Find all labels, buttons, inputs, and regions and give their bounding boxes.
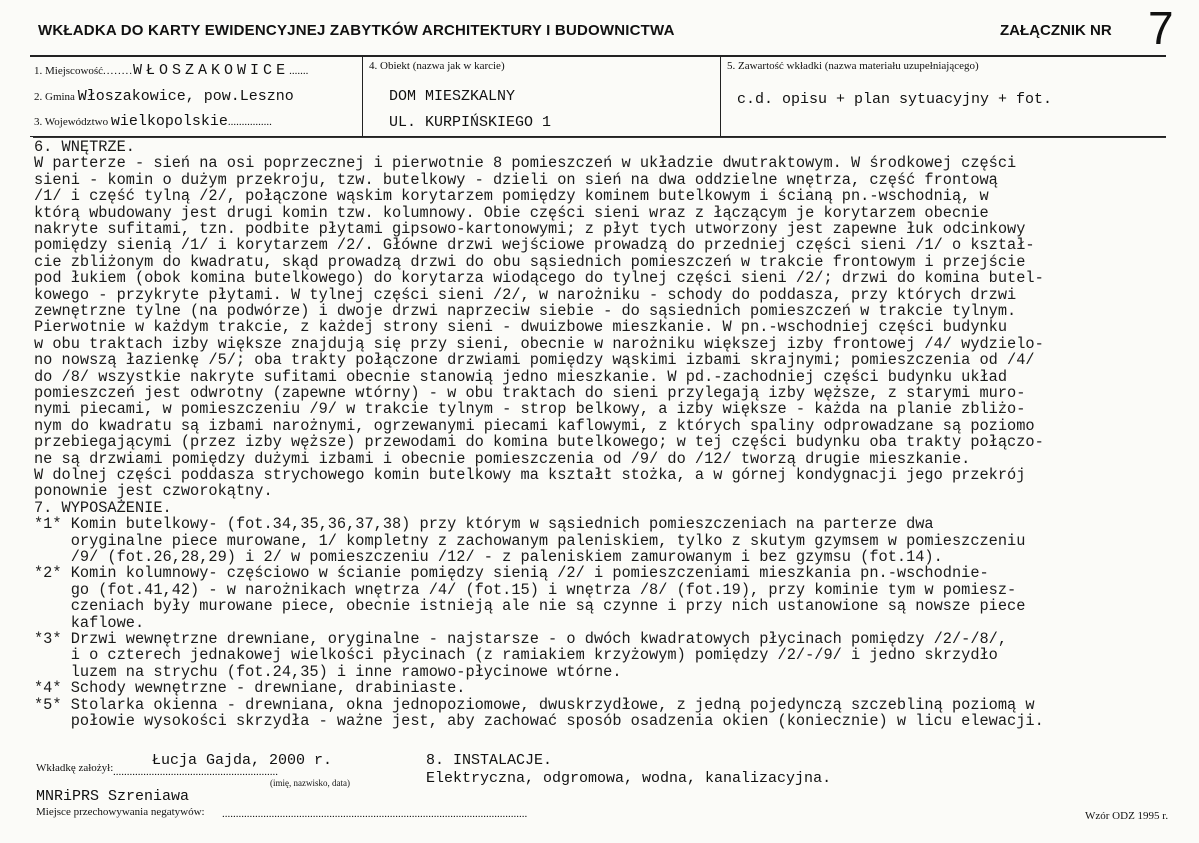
annex-number: 7 <box>1148 2 1174 54</box>
miejscowosc-value: WŁOSZAKOWICE <box>133 62 290 79</box>
gmina-value: Włoszakowice, pow.Leszno <box>77 88 294 105</box>
zalozyl-value: Łucja Gajda, 2000 r. <box>152 752 333 769</box>
body-line: /9/ (fot.26,28,29) i 2/ w pomieszczeniu /12/ - z paleniskiem zamurowanym i bez gzymsu (fot.14). <box>34 548 943 566</box>
form-title: WKŁADKA DO KARTY EWIDENCYJNEJ ZABYTKÓW ARCHITEKTURY I BUDOWNICTWA <box>38 22 675 39</box>
body-line: *3* Drzwi wewnętrzne drewniane, oryginalne - najstarsze - o dwóch kwadratowych płycinach pomiędzy /2/-/8/, <box>34 630 1008 648</box>
body-line: połowie wysokości skrzydła - ważne jest, aby zachować sposób osadzenia okien (koniecznie) w licu elewacji. <box>34 712 1044 730</box>
zawartosc-label: 5. Zawartość wkładki (nazwa materiału uzupełniającego) <box>727 60 979 72</box>
gmina-row <box>34 88 294 105</box>
body-line: ne są drzwiami pomiędzy dużymi izbami i obecnie pomieszczenia od /9/ do /12/ tworzą drugie mieszkanie. <box>34 449 971 468</box>
instalacje-value: Elektryczna, odgromowa, wodna, kanalizacyjna. <box>426 770 832 787</box>
body-line: nymi piecami, w pomieszczeniu /9/ w trakcie tylnym - strop belkowy, a izby większe - każda na planie zbliżo- <box>34 400 1026 419</box>
body-line: oryginalne piece murowane, 1/ kompletny z zachowanym paleniskiem, tylko z skutym gzymsem w pomieszczeniu <box>34 531 1026 550</box>
section-divider <box>33 137 1166 138</box>
zalozyl-label: Wkładkę założył: <box>36 762 114 774</box>
body-line: pod łukiem (obok komina butelkowego) do korytarza wiodącego do tylnej części sieni /2/; drzwi do komina butel- <box>34 269 1044 288</box>
body-line: pomiędzy sienią /1/ i korytarzem /2/. Główne drzwi wejściowe prowadzą do przedniej części sieni /1/ o kształ- <box>34 236 1035 255</box>
body-line: czeniach były murowane piece, obecnie istnieją ale nie są czynne i przy nich ustanowione są nowsze piece <box>34 597 1026 616</box>
body-line: pomieszczeń jest odwrotny (zapewne wtórny) - w obu traktach do sieni przylegają izby węższe, z starymi muro- <box>34 384 1026 402</box>
body-line: w obu traktach izby większe znajdują się przy sieni, obecnie w narożniku większej izby frontowej /4/ wydzielo- <box>34 334 1044 353</box>
obiekt-label: 4. Obiekt (nazwa jak w karcie) <box>369 60 505 72</box>
miejscowosc-row: 1. Miejscowość........WŁOSZAKOWICE....... <box>34 62 309 79</box>
gmina-label: 2. Gmina <box>34 91 75 103</box>
instalacje-heading: 8. INSTALACJE. <box>426 752 553 769</box>
body-line: kowego - przykryte płytami. W tylnej części sieni /2/, w narożniku - schody do poddasza, przy których drzwi <box>34 285 1017 304</box>
body-line: cie zbliżonym do kwadratu, skąd prowadzą drzwi do obu sąsiednich pomieszczeń w trakcie frontowym i przejście <box>34 252 1026 271</box>
contents-box <box>720 55 1166 137</box>
body-line: *5* Stolarka okienna - drewniana, okna jednopoziomowe, dwuskrzydłowe, z jedną pojedynczą szczebliną poziomą w <box>34 695 1035 714</box>
body-line: którą wbudowany jest drugi komin tzw. kolumnowy. Obie części sieni wraz z łączącym je korytarzem obecnie <box>34 203 989 222</box>
object-box <box>362 55 720 137</box>
obiekt-line2: UL. KURPIŃSKIEGO 1 <box>389 114 552 131</box>
form-template-version: Wzór ODZ 1995 r. <box>1085 810 1169 822</box>
wojewodztwo-value: wielkopolskie <box>110 113 228 130</box>
body-line: kaflowe. <box>34 613 145 632</box>
body-line: do /8/ wszystkie nakryte sufitami obecnie stanowią jedno mieszkanie. W pd.-zachodniej części budynku układ <box>34 367 1008 386</box>
body-line: no nowszą łazienkę /5/; oba trakty połączone drzwiami pomiędzy wąskimi izbami skrajnymi; pomieszczenia od /4/ <box>34 351 1035 370</box>
body-line: *2* Komin kolumnowy- częściowo w ścianie pomiędzy sienią /2/ i pomieszczeniami mieszkania pn.-wschodnie- <box>34 564 989 583</box>
body-line: luzem na strychu (fot.24,35) i inne ramowo-płycinowe wtórne. <box>34 662 622 681</box>
zawartosc-value: c.d. opisu + plan sytuacyjny + fot. <box>737 91 1053 108</box>
body-line: i o czterech jednakowej wielkości płycinach (z ramiakiem krzyżowym) pomiędzy /2/-/9/ i jedno skrzydło <box>34 646 998 665</box>
obiekt-line1: DOM MIESZKALNY <box>389 88 516 105</box>
body-line: /1/ i część tylną /2/, połączone wąskim korytarzem pomiędzy kominem butelkowym i ścianą pn.-wschodnią, w <box>34 187 989 206</box>
imie-label: (imię, nazwisko, data) <box>270 778 350 788</box>
body-line: Pierwotnie w każdym trakcie, z każdej strony sieni - dwuizbowe mieszkanie. W pn.-wschodniej części budynku <box>34 318 1008 337</box>
miejscowosc-label: 1. Miejscowość <box>34 65 104 77</box>
body-line: W parterze - sień na osi poprzecznej i pierwotnie 8 pomieszczeń w układzie dwutraktowym. W środkowej części <box>34 154 1017 173</box>
body-line: W dolnej części poddasza strychowego komin butelkowy ma kształt stożka, a w górnej kondygnacji jego przekrój <box>34 466 1026 484</box>
body-line: *1* Komin butelkowy- (fot.34,35,36,37,38) przy którym w sąsiednich pomieszczeniach na parterze dwa <box>34 515 934 534</box>
wojewodztwo-row: 3. Województwo wielkopolskie................ <box>34 113 272 130</box>
body-line: 6. WNĘTRZE. <box>34 138 135 156</box>
body-line: nym do kwadratu są izbami narożnymi, ogrzewanymi piecami kaflowymi, z których spaliny odprowadzane są poziomo <box>34 416 1035 435</box>
body-line: sieni - komin o dużym przekroju, tzw. butelkowy - dzieli on sień na dwa oddzielne wnętrza, część frontową <box>34 170 998 189</box>
body-line: przebiegającymi (przez izby węższe) przewodami do komina butelkowego; w tej części budynku oba trakty połączo- <box>34 433 1044 452</box>
negatywy-value: MNRiPRS Szreniawa <box>36 788 190 805</box>
negatywy-label: Miejsce przechowywania negatywów: <box>36 806 205 818</box>
wojewodztwo-label: 3. Województwo <box>34 116 109 128</box>
body-line: nakryte sufitami, tzn. podbite płytami gipsowo-kartonowymi; z płyt tych utworzony jest zapewne łuk odcinkowy <box>34 220 1026 238</box>
body-line: *4* Schody wewnętrzne - drewniane, drabiniaste. <box>34 679 466 698</box>
annex-label: ZAŁĄCZNIK NR <box>1000 22 1112 39</box>
body-line: 7. WYPOSAŻENIE. <box>34 498 172 517</box>
body-line: zewnętrzne tylne (na podwórze) i dwoje drzwi naprzeciw siebie - do sąsiednich pomieszczeń w trakcie tylnym. <box>34 302 1017 320</box>
body-line: ponownie jest czworokątny. <box>34 482 273 501</box>
body-line: go (fot.41,42) - w narożnikach wnętrza /4/ (fot.15) i wnętrza /8/ (fot.19), przy kominie tym w pomiesz- <box>34 580 1017 599</box>
